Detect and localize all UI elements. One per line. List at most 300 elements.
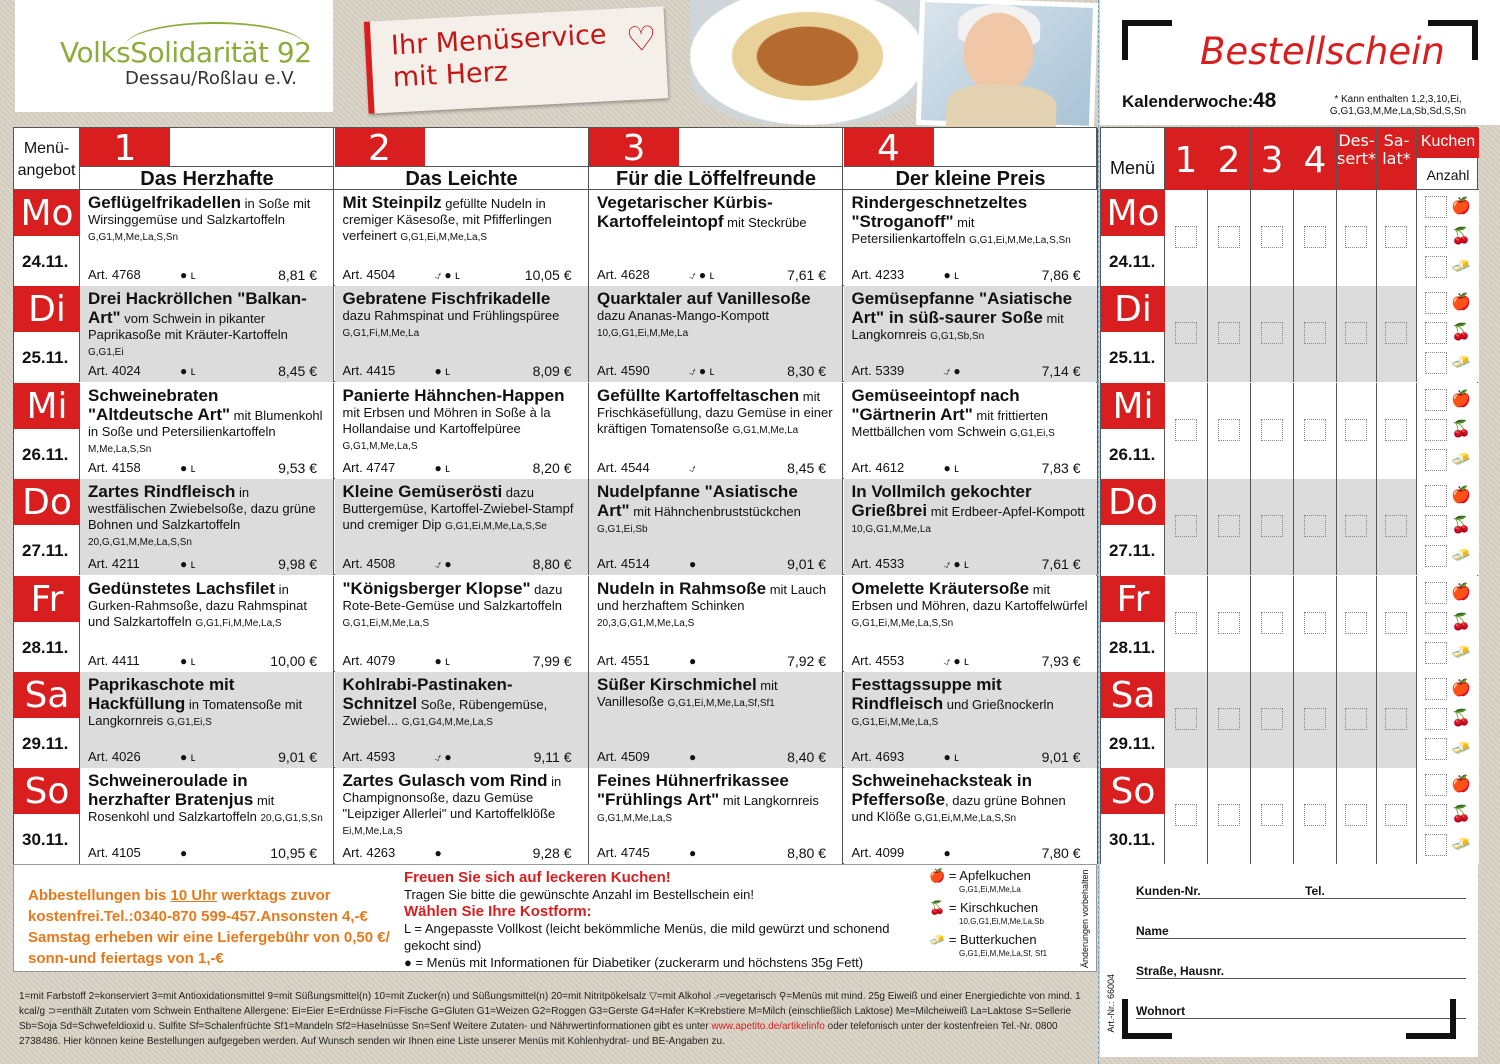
order-cell [1377,286,1417,382]
logo-location: Dessau/Roßlau e.V. [125,68,297,89]
quantity-box[interactable] [1218,322,1240,344]
menu-grid [13,127,1097,864]
logo-name: VolksSolidarität 92 [60,36,312,69]
quantity-box[interactable] [1175,322,1197,344]
meal-title: Quarktaler auf Vanillesoße [597,289,811,309]
meal-title: Schweinebraten "Altdeutsche Art" [88,385,231,424]
order-cell [1251,190,1294,286]
order-grid [1100,127,1478,864]
day-date: 29.11. [22,734,69,753]
quantity-box[interactable] [1304,612,1326,634]
meal-description: , dazu grüne Bohnen und Klöße [851,793,1066,825]
kuchen-quantity-box[interactable] [1425,545,1447,567]
order-cell [1377,190,1417,286]
meal-description: vom Schwein in pikanter Paprikasoße mit Kräuter-Kartoffeln [88,311,288,343]
kuchen-cell [1417,672,1479,768]
changes-note: Änderungen vorbehalten [1080,869,1090,969]
order-cell [1294,672,1337,768]
heart-icon: ♡ [625,19,658,60]
meal-allergens: G,G1,Ei,M,Me,La,S [851,717,939,728]
meal-allergens: 10,G,G1,M,Me,La [851,524,931,536]
day-row [14,576,1098,672]
diet-icons: ⍻ ● [943,364,961,379]
butter-cake-icon: 🧈 [1451,450,1471,468]
meal-title: Süßer Kirschmichel [597,675,757,694]
order-cell [1337,190,1377,286]
street-field[interactable]: Straße, Hausnr. [1136,964,1466,979]
quantity-box[interactable] [1261,515,1283,537]
cherry-icon: 🍒 [1451,517,1471,535]
kuchen-quantity-box[interactable] [1425,485,1447,507]
day-date: 26.11. [1109,444,1156,464]
meal-title: Gemüseeintopf nach "Gärtnerin Art" [851,385,1020,424]
meal-price: 8,09 € [532,363,572,380]
day-row [14,479,1098,575]
info-link[interactable]: www.apetito.de/artikelinfo [711,1021,825,1032]
apple-icon: 🍎 [1451,487,1471,505]
quantity-box[interactable] [1175,612,1197,634]
quantity-box[interactable] [1175,515,1197,537]
kuchen-quantity-box[interactable] [1425,226,1447,248]
meal-text [852,193,1089,249]
meal-allergens: G,G1,Ei,M,Me,La,S [342,617,430,629]
meal-title: Nudeln in Rahmsoße [597,578,767,598]
meal-title: Geflügelfrikadellen [88,193,242,212]
quantity-box[interactable] [1385,226,1407,248]
quantity-box[interactable] [1345,804,1367,826]
meal-text [852,579,1089,632]
customer-form [1100,864,1478,1057]
kuchen-quantity-box[interactable] [1425,678,1447,700]
diet-icons: ● [180,846,188,861]
cherry-icon: 🍒 [1451,806,1471,824]
order-title: Bestellschein [1200,30,1445,73]
quantity-box[interactable] [1345,708,1367,730]
day-date: 26.11. [22,444,69,464]
day-name: Sa [1101,672,1165,718]
meal-price: 8,30 € [787,363,826,380]
order-day-cell [1101,383,1165,479]
meal-title: Schweinehacksteak in Pfeffersoße [851,771,1032,810]
calendar-week-label: Kalenderwoche: [1122,92,1254,111]
meal-description: mit Erbsen und Möhren, dazu Kartoffelwürfel [851,581,1088,613]
order-col-kuchen [1417,128,1479,190]
meal-text [88,193,325,246]
order-cell [1251,672,1294,768]
meal-allergens: 10,G,G1,Ei,M,Me,La [597,328,689,340]
meal-allergens: G,G1,Sb,Sn [930,331,985,343]
order-cell [1294,768,1337,864]
day-row [14,383,1098,479]
meal-description: dazu Rote-Bete-Gemüse und Salzkartoffeln [342,581,563,613]
day-name: So [14,768,80,814]
meal-cell [335,286,589,382]
order-cell [1208,768,1251,864]
meal-text [88,482,325,551]
meal-article: Art. 4508 [342,556,396,572]
kuchen-quantity-box[interactable] [1425,708,1447,730]
kuchen-quantity-box[interactable] [1425,322,1447,344]
meal-allergens: G,G1,Ei,M,Me,La,S,Se [445,521,547,533]
day-name: Mi [1101,383,1165,429]
quantity-box[interactable] [1304,322,1326,344]
meal-price: 8,45 € [787,459,826,476]
meal-allergens: G,G1,M,Me,La,S [597,813,673,825]
quantity-box[interactable] [1261,612,1283,634]
meal-allergens: G,G1,Ei,M,Me,La,S,Sn [914,813,1017,825]
meal-text [88,289,325,361]
meal-cell [589,383,843,479]
quantity-box[interactable] [1218,804,1240,826]
kuchen-quantity-box[interactable] [1425,582,1447,604]
quantity-box[interactable] [1385,708,1407,730]
quantity-box[interactable] [1304,804,1326,826]
meal-description: mit Lauch und herzhaftem Schinken [597,581,827,613]
kuchen-quantity-box[interactable] [1425,774,1447,796]
phone-field-label: Tel. [1305,884,1325,898]
quantity-box[interactable] [1385,419,1407,441]
meal-cell [80,576,334,672]
day-name: Di [1101,286,1165,332]
meal-article: Art. 4612 [851,459,905,475]
meal-article: Art. 4745 [597,845,650,861]
order-row [1101,479,1479,575]
kuchen-cell [1417,576,1479,672]
kuchen-quantity-box[interactable] [1425,449,1447,471]
meal-title: In Vollmilch gekochter Grießbrei [851,482,1032,521]
customer-number-field[interactable]: Kunden-Nr. [1136,884,1466,899]
order-row [1101,576,1479,672]
meal-allergens: G,G1,Ei,M,Me,La,Sf,Sf1 [667,698,775,709]
quantity-box[interactable] [1345,322,1367,344]
meal-description: dazu Buttergemüse, Kartoffel-Zwiebel-Stampf und cremiger Dip [342,485,574,533]
column-name: Das Herzhafte [80,166,334,190]
meal-text [597,675,834,712]
meal-title: Gedünstetes Lachsfilet [88,578,276,598]
quantity-box[interactable] [1218,226,1240,248]
meal-article: Art. 4593 [342,749,396,764]
column-header-2 [335,128,589,190]
quantity-box[interactable] [1175,419,1197,441]
order-col-salat: Sa-lat* [1377,128,1417,190]
quantity-box[interactable] [1385,515,1407,537]
name-field[interactable]: Name [1136,924,1466,939]
day-cell [14,576,80,672]
meal-price: 9,01 € [1041,749,1081,765]
meal-description: mit Langkornreis [719,793,819,809]
day-cell [14,479,80,575]
diet-icons: ● ʟ [180,653,196,668]
order-cell [1165,768,1208,864]
quantity-box[interactable] [1261,804,1283,826]
order-day-cell [1101,190,1165,286]
meal-cell [335,576,589,672]
kuchen-quantity-box[interactable] [1425,612,1447,634]
diet-icons: ● [689,750,697,764]
day-name: Do [14,479,80,525]
order-cell [1208,383,1251,479]
meal-allergens: G,G1,Ei,M,Me,La,S [400,232,488,243]
meal-description: mit Petersilienkartoffeln [851,215,975,246]
kuchen-quantity-box[interactable] [1425,834,1447,856]
meal-price: 7,61 € [1041,556,1081,573]
meal-cell [589,190,843,286]
order-cell [1337,576,1377,672]
allergen-note: * Kann enthalten 1,2,3,10,Ei, G,G1,G3,M,Me,La,Sb,Sd,S,Sn [1329,94,1467,117]
meal-price: 7,80 € [1041,845,1081,862]
day-name: Sa [14,672,80,718]
kuchen-quantity-box[interactable] [1425,515,1447,537]
meal-text [88,771,325,827]
meal-text [88,675,325,731]
meal-description: Soße, Rübengemüse, Zwiebel... [342,697,548,728]
meal-allergens: Ei,M,Me,La,S [342,826,403,838]
day-date: 24.11. [22,252,69,271]
meal-price: 9,98 € [278,556,317,573]
kuchen-quantity-box[interactable] [1425,256,1447,278]
day-date: 30.11. [1109,830,1156,850]
quantity-box[interactable] [1345,419,1367,441]
order-grid-header [1101,128,1479,190]
kuchen-quantity-box[interactable] [1425,642,1447,664]
butter-cake-icon: 🧈 [1451,547,1471,565]
meal-cell [589,286,843,382]
day-cell [14,672,80,768]
meal-article: Art. 4233 [851,267,905,282]
diet-icons: ● [689,846,697,861]
meal-description: in westfälischen Zwiebelsoße, dazu grüne Bohnen und Salzkartoffeln [88,485,316,533]
day-name: Di [14,286,80,332]
meal-description: in Tomatensoße mit Langkornreis [88,697,303,728]
quantity-box[interactable] [1345,612,1367,634]
diet-icons: ● ʟ [943,268,959,282]
meal-title: Rindergeschnetzeltes "Stroganoff" [851,193,1028,231]
meal-description: mit Erbsen und Möhren in Soße à la Hollandaise und Kartoffelpüree [342,404,551,436]
meal-cell [80,479,334,575]
meal-price: 7,61 € [787,267,826,283]
meal-text [343,579,580,632]
order-cell [1165,576,1208,672]
day-cell [14,190,80,286]
cherry-icon: 🍒 [1451,710,1471,727]
kuchen-quantity-box[interactable] [1425,292,1447,314]
butter-cake-icon: 🧈 [1451,836,1471,854]
order-cell [1165,672,1208,768]
quantity-box[interactable] [1304,226,1326,248]
quantity-box[interactable] [1385,612,1407,634]
quantity-box[interactable] [1261,708,1283,730]
order-col-3: 3 [1251,128,1294,190]
meal-text [343,675,580,731]
kuchen-text: Tragen Sie bitte die gewünschte Anzahl im Bestellschein ein! [404,887,754,902]
day-date: 28.11. [1109,637,1156,657]
kuchen-cell [1417,190,1479,286]
meal-text [343,771,580,840]
meal-description: mit frittierten Mettbällchen vom Schwein [851,407,1048,439]
quantity-box[interactable] [1218,612,1240,634]
column-number: 2 [335,128,425,166]
day-name: Fr [1101,576,1165,622]
meal-title: Omelette Kräutersoße [851,578,1030,598]
meal-cell [844,383,1098,479]
diet-icons: ● ʟ [943,750,959,764]
cancellation-note: Abbestellungen bis 10 Uhr werktags zuvor kostenfrei.Tel.:0340-870 599-457.Ansonsten 4,-€ Samstag erheben wir eine Liefergebühr von 0,50 €/ sonn-und feiertags von 1,-€ [28,887,390,967]
meal-description: mit Frischkäsefüllung, dazu Gemüse in einer kräftigen Tomatensoße [597,388,833,436]
meal-description: und Grießnockerln [943,697,1054,712]
butter-cake-icon: 🧈 [1451,643,1471,661]
order-cell [1337,383,1377,479]
quantity-box[interactable] [1261,419,1283,441]
meal-title: Gemüsepfanne "Asiatische Art" in süß-saurer Soße [851,289,1073,328]
meal-allergens: G,G1,Fi,M,Me,La [342,328,420,340]
meal-allergens: G,G1,Fi,M,Me,La,S [195,617,282,629]
meal-cell [335,768,589,864]
quantity-box[interactable] [1304,515,1326,537]
quantity-box[interactable] [1385,322,1407,344]
day-date: 25.11. [1109,348,1156,368]
meal-price: 10,05 € [524,267,572,283]
meal-allergens: G,G1,Ei,M,Me,La,S,Sn [851,617,954,629]
meal-article: Art. 4504 [342,267,396,282]
day-date: 30.11. [22,830,69,850]
order-header [1100,0,1500,125]
order-cell [1251,576,1294,672]
apple-icon: 🍎 [1451,198,1471,215]
city-field[interactable]: Wohnort [1136,1004,1466,1019]
order-cell [1377,576,1417,672]
day-date: 28.11. [22,637,69,657]
quantity-box[interactable] [1218,419,1240,441]
day-name: Mi [14,383,80,429]
cherry-icon: 🍒 [1451,228,1471,245]
diet-icons: ● [434,846,442,861]
kuchen-label: Kuchen [1417,128,1479,158]
meal-title: Drei Hackröllchen "Balkan-Art" [88,289,307,328]
order-cell [1251,768,1294,864]
meal-allergens: G,G1,Ei,S [1009,427,1055,439]
meal-price: 9,53 € [278,459,317,476]
quantity-box[interactable] [1175,226,1197,248]
column-number: 1 [80,128,170,166]
meal-cell [335,383,589,479]
order-cell [1294,479,1337,575]
meal-allergens: G,G1,Ei,S [166,717,212,728]
quantity-box[interactable] [1218,708,1240,730]
kuchen-quantity-box[interactable] [1425,419,1447,441]
apple-icon: 🍎 [929,868,946,883]
column-name: Der kleine Preis [844,166,1098,190]
meal-price: 8,40 € [787,749,826,765]
day-row [14,672,1098,768]
quantity-box[interactable] [1304,419,1326,441]
order-row [1101,190,1479,286]
meal-description: in Soße mit Wirsinggemüse und Salzkartoffeln [88,196,311,227]
meal-title: Feines Hühnerfrikassee "Frühlings Art" [597,771,789,810]
order-row [1101,286,1479,382]
quantity-box[interactable] [1261,226,1283,248]
order-cell [1208,672,1251,768]
kuchen-quantity-box[interactable] [1425,352,1447,374]
meal-allergens: G,G1,M,Me,La,S,Sn [88,232,179,243]
order-cell [1251,383,1294,479]
meal-article: Art. 4158 [88,459,141,475]
meal-cell [335,672,589,768]
meal-article: Art. 4768 [88,267,141,282]
meal-text [597,771,834,827]
diet-icons: ● [689,653,697,668]
meal-description: in Champignonsoße, dazu Gemüse "Leipziger Allerlei" und Kartoffelklöße [342,774,562,822]
quantity-box[interactable] [1175,804,1197,826]
day-row [14,768,1098,864]
order-cell [1294,286,1337,382]
apple-icon: 🍎 [1451,680,1471,697]
column-name: Das Leichte [335,166,589,190]
quantity-box[interactable] [1345,515,1367,537]
diet-icons: ● ʟ [180,750,196,764]
meal-description: mit Rosenkohl und Salzkartoffeln [88,793,275,825]
meal-text [343,386,580,455]
meal-article: Art. 4693 [851,749,905,764]
quantity-box[interactable] [1261,322,1283,344]
meal-article: Art. 4105 [88,845,141,861]
apple-icon: 🍎 [1451,776,1471,794]
kuchen-quantity-box[interactable] [1425,389,1447,411]
order-cell [1294,576,1337,672]
meal-description: dazu Ananas-Mango-Kompott [597,308,769,324]
kuchen-quantity-box[interactable] [1425,738,1447,760]
kuchen-quantity-box[interactable] [1425,804,1447,826]
meal-description: mit Erdbeer-Apfel-Kompott [927,504,1085,520]
meal-text [852,482,1089,538]
order-menu-label: Menü [1101,128,1165,190]
meal-title: Kleine Gemüserösti [342,482,503,502]
quantity-box[interactable] [1345,226,1367,248]
order-cell [1377,479,1417,575]
quantity-box[interactable] [1385,804,1407,826]
quantity-box[interactable] [1175,708,1197,730]
meal-price: 8,80 € [532,556,572,573]
meal-title: Zartes Gulasch vom Rind [342,771,548,791]
meal-cell [335,190,589,286]
meal-text [597,579,834,632]
senior-photo [916,0,1098,131]
diet-icons: ⍻ ● [434,750,452,764]
meal-text [852,289,1089,345]
quantity-box[interactable] [1218,515,1240,537]
order-day-cell [1101,576,1165,672]
quantity-box[interactable] [1304,708,1326,730]
diet-icons: ● ʟ [180,268,196,282]
order-cell [1251,479,1294,575]
day-date: 27.11. [22,541,69,561]
order-day-cell [1101,672,1165,768]
meal-text [597,289,834,342]
kuchen-quantity-box[interactable] [1425,196,1447,218]
diet-icons: ● ʟ [180,364,196,379]
meal-title: Panierte Hähnchen-Happen [342,385,565,405]
meal-cell [844,286,1098,382]
order-row [1101,672,1479,768]
cut-line [1098,0,1099,1064]
apple-icon: 🍎 [1451,390,1471,408]
order-cell [1251,286,1294,382]
kuchen-cell [1417,383,1479,479]
meal-article: Art. 4263 [342,845,396,861]
day-name: Fr [14,576,80,622]
column-header-3 [589,128,843,190]
meal-title: Nudelpfanne "Asiatische Art" [597,482,798,521]
meal-cell [589,768,843,864]
